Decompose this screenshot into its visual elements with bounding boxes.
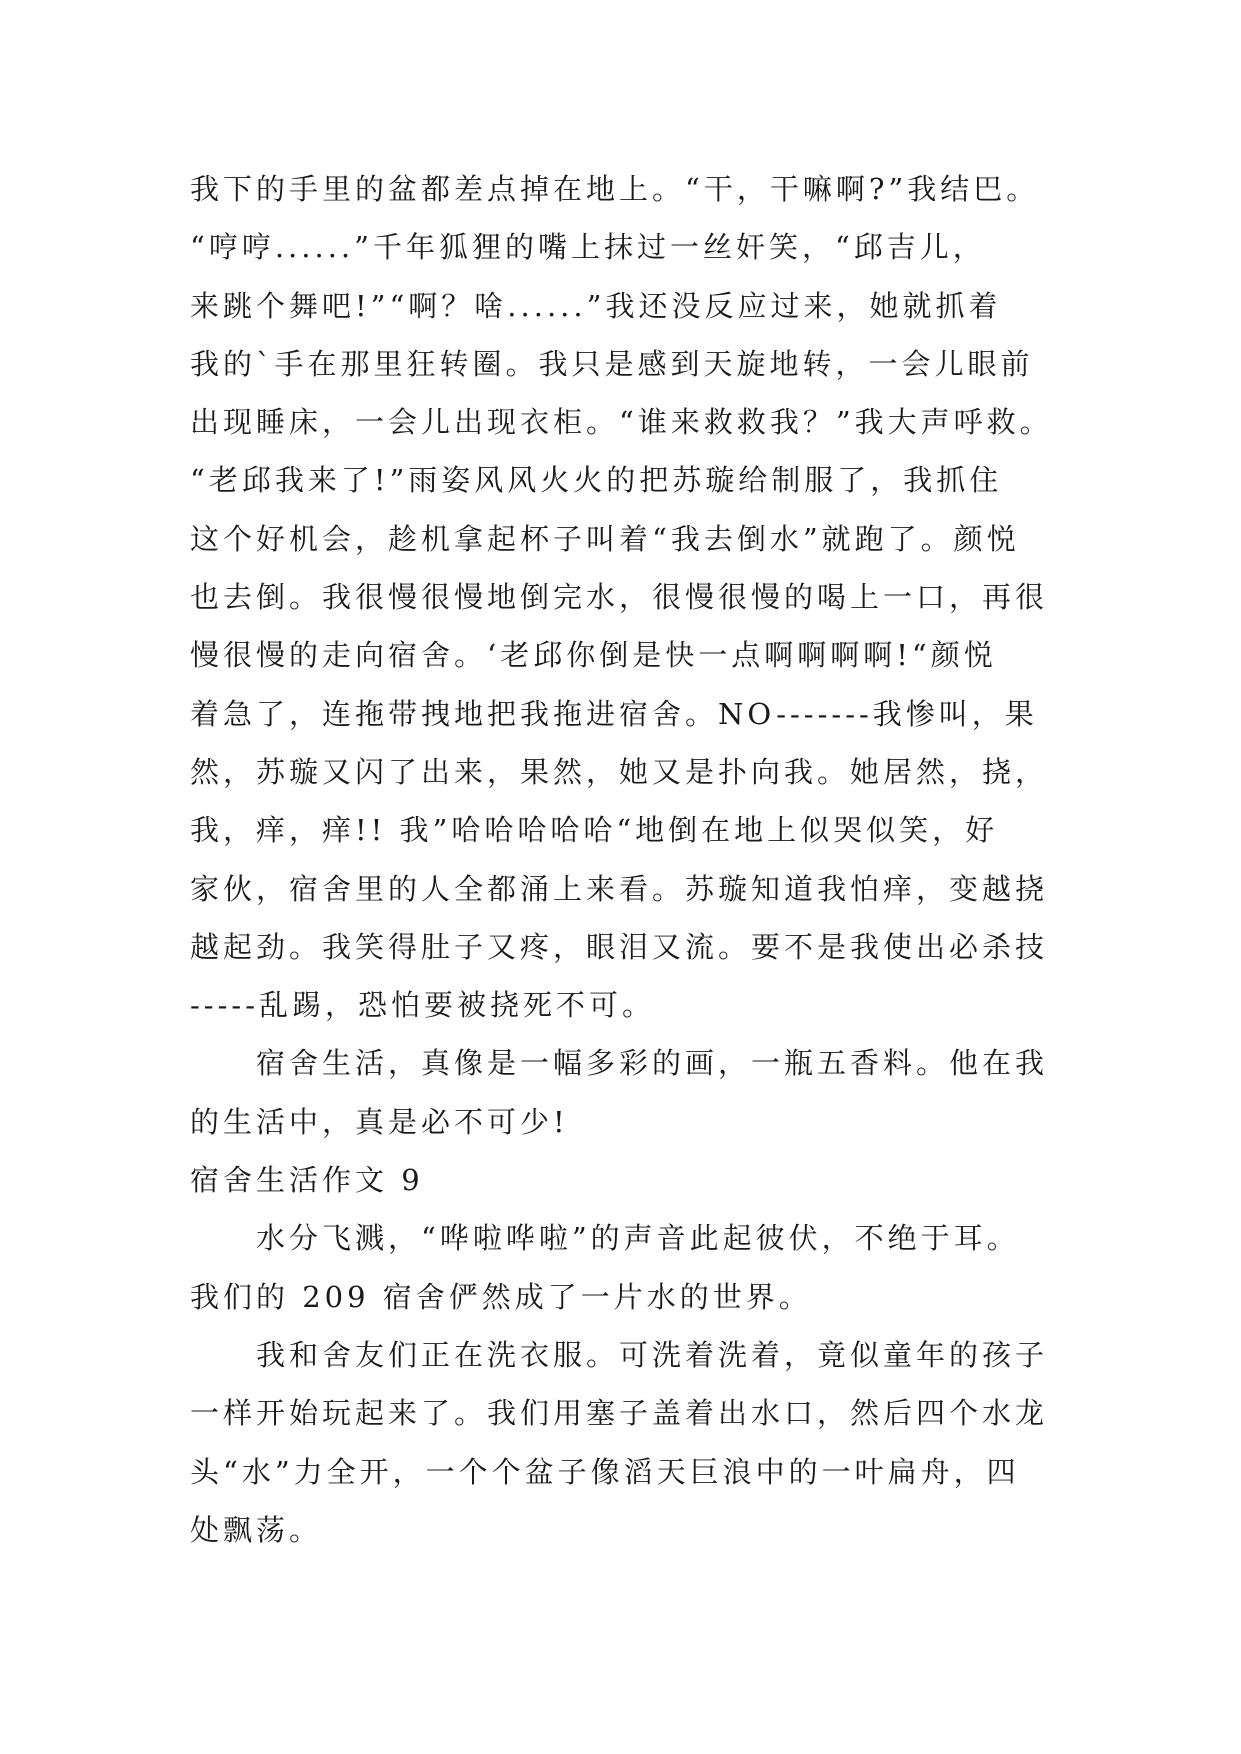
text-line: 头“水”力全开，一个个盆子像滔天巨浪中的一叶扁舟，四 — [190, 1454, 1020, 1489]
text-line: 的生活中，真是必不可少! — [190, 1104, 569, 1139]
text-line: 着急了，连拖带拽地把我拖进宿舍。NO-------我惨叫，果 — [190, 696, 1038, 731]
text-line: 水分飞溅，“哗啦哗啦”的声音此起彼伏，不绝于耳。 — [256, 1221, 1020, 1256]
text-line: 然，苏璇又闪了出来，果然，她又是扑向我。她居然，挠， — [190, 754, 1049, 789]
text-line: 越起劲。我笑得肚子又疼，眼泪又流。要不是我使出必杀技 — [190, 929, 1049, 964]
text-line: 这个好机会，趁机拿起杯子叫着“我去倒水”就跑了。颜悦 — [190, 521, 1020, 556]
text-line: 出现睡床，一会儿出现衣柜。“谁来救救我？”我大声呼救。 — [190, 405, 1053, 440]
text-line: 来跳个舞吧!”“啊？啥......”我还没反应过来，她就抓着 — [190, 288, 1002, 323]
document-body — [190, 160, 1090, 1559]
text-line: 我下的手里的盆都差点掉在地上。“干，干嘛啊?”我结巴。 — [190, 172, 1040, 206]
text-line: 一样开始玩起来了。我们用塞子盖着出水口，然后四个水龙 — [190, 1396, 1049, 1431]
text-line: “老邱我来了!”雨姿风风火火的把苏璇给制服了，我抓住 — [190, 463, 1003, 498]
text-line: “哼哼......”千年狐狸的嘴上抹过一丝奸笑，“邱吉儿， — [190, 230, 986, 265]
text-line: 我和舍友们正在洗衣服。可洗着洗着，竟似童年的孩子 — [256, 1337, 1049, 1372]
text-line: 处飘荡。 — [190, 1512, 323, 1547]
text-line: 宿舍生活，真像是一幅多彩的画，一瓶五香料。他在我 — [256, 1046, 1049, 1081]
text-line: 我的`手在那里狂转圈。我只是感到天旋地转，一会儿眼前 — [190, 346, 1034, 381]
text-line: 我，痒，痒!! 我”哈哈哈哈哈“地倒在地上似哭似笑，好 — [190, 813, 999, 848]
section-heading: 宿舍生活作文 9 — [190, 1163, 424, 1198]
text-line: -----乱踢，恐怕要被挠死不可。 — [190, 988, 655, 1023]
text-line: 家伙，宿舍里的人全都涌上来看。苏璇知道我怕痒，变越挠 — [190, 871, 1049, 906]
text-line: 我们的 209 宿舍俨然成了一片水的世界。 — [190, 1279, 812, 1314]
text-line: 也去倒。我很慢很慢地倒完水，很慢很慢的喝上一口，再很 — [190, 580, 1049, 615]
text-line: 慢很慢的走向宿舍。‘老邱你倒是快一点啊啊啊啊!“颜悦 — [190, 638, 997, 673]
